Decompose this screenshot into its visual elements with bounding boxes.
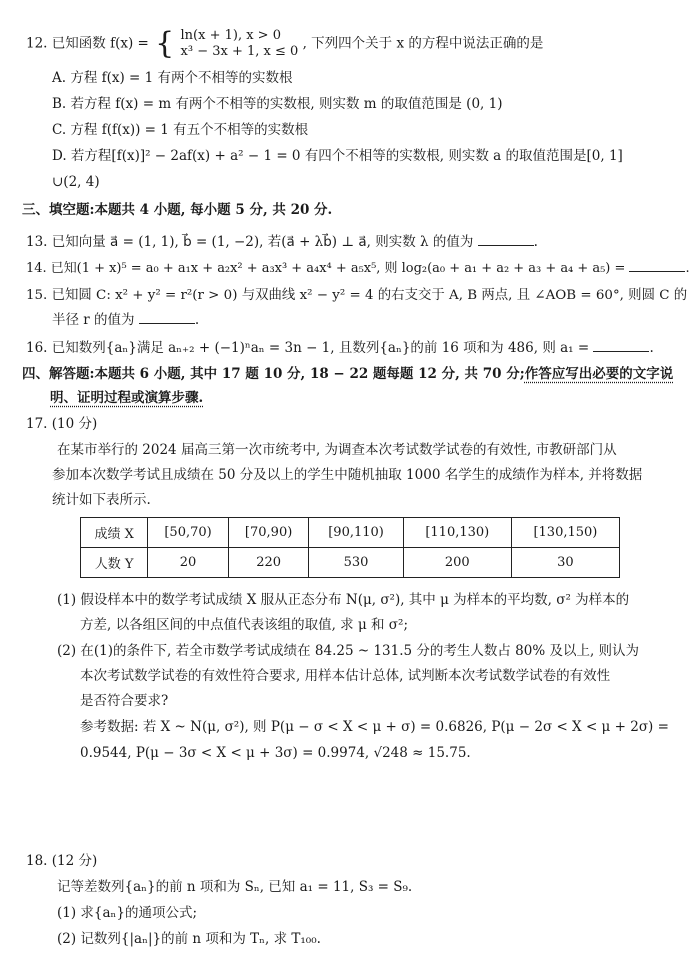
q18-header: 18. (12 分): [26, 853, 98, 869]
q15-line1: 15. 已知圆 C: x² + y² = r²(r > 0) 与双曲线 x² − y² = 4 的右支交于 A, B 两点, 且 ∠AOB = 60°, 则圆 C 的: [26, 288, 688, 303]
q17-para-line: 在某市举行的 2024 届高三第一次市统考中, 为调查本次考试数学试卷的有效性, 市教研部门从: [57, 442, 617, 458]
section4-heading-cont: [50, 388, 203, 408]
table-header-cell: 人数 Y: [81, 548, 148, 578]
q13-answer-blank: [478, 233, 534, 246]
table-row: [81, 548, 620, 578]
section3-heading: 三、填空题:本题共 4 小题, 每小题 5 分, 共 20 分.: [22, 202, 333, 218]
q15-line2: [52, 310, 199, 330]
q12-stem: [26, 28, 543, 60]
q17-part2-line: 是否符合要求?: [80, 693, 169, 709]
q16-answer-blank: [593, 339, 649, 352]
q15-end: .: [194, 312, 200, 328]
table-cell: [130,150): [511, 518, 619, 548]
piecewise-brace-icon: {: [155, 26, 175, 61]
table-cell: [70,90): [228, 518, 309, 548]
q13: [26, 232, 538, 252]
q13-text: 13. 已知向量 a⃗ = (1, 1), b⃗ = (1, −2), 若(a⃗ + λb⃗) ⊥ a⃗, 则实数 λ 的值为: [26, 234, 474, 250]
piecewise-case-1: ln(x + 1), x > 0: [180, 28, 281, 43]
section4-emphasis: 作答应写出必要的文字说: [524, 366, 674, 382]
q12-option-d: D. 若方程[f(x)]² − 2af(x) + a² − 1 = 0 有四个不相等的实数根, 则实数 a 的取值范围是[0, 1]: [52, 148, 623, 164]
q17-header: 17. (10 分): [26, 416, 98, 432]
q17-part1-line: (1) 假设样本中的数学考试成绩 X 服从正态分布 N(μ, σ²), 其中 μ 为样本的平均数, σ² 为样本的: [57, 592, 630, 608]
section4-heading: [22, 364, 673, 384]
q16: [26, 338, 654, 358]
q12-number: 12.: [26, 35, 48, 52]
piecewise-cases: [181, 28, 299, 60]
q12-option-c: C. 方程 f(f(x)) = 1 有五个不相等的实数根: [52, 122, 309, 138]
piecewise-case-2: x³ − 3x + 1, x ≤ 0: [180, 44, 299, 59]
q17-reference-line: 参考数据: 若 X ~ N(μ, σ²), 则 P(μ − σ < X < μ + σ) = 0.6826, P(μ − 2σ < X < μ + 2σ) =: [80, 719, 669, 735]
q15-line2-text: 半径 r 的值为: [52, 312, 135, 328]
q12-prefix: 已知函数 f(x) =: [51, 35, 149, 52]
table-cell: [50,70): [148, 518, 229, 548]
section4-main: 四、解答题:本题共 6 小题, 其中 17 题 10 分, 18 − 22 题每题 12 分, 共 70 分;: [22, 366, 525, 382]
q16-end: .: [649, 340, 654, 356]
q17-para-line: 参加本次数学考试且成绩在 50 分及以上的学生中随机抽取 1000 名学生的成绩作为样本, 并将数据: [52, 467, 643, 483]
table-cell: [110,130): [403, 518, 511, 548]
q17-part2-line: 本次考试数学试卷的有效性符合要求, 用样本估计总体, 试判断本次考试数学试卷的有效性: [80, 668, 611, 684]
q14-end: .: [685, 261, 690, 276]
table-header-cell: 成绩 X: [81, 518, 148, 548]
q18-line: (1) 求{aₙ}的通项公式;: [57, 905, 198, 921]
q14: [26, 259, 690, 279]
q12-option-a: A. 方程 f(x) = 1 有两个不相等的实数根: [52, 70, 293, 86]
q12-suffix: , 下列四个关于 x 的方程中说法正确的是: [302, 35, 544, 52]
q16-text: 16. 已知数列{aₙ}满足 aₙ₊₂ + (−1)ⁿaₙ = 3n − 1, 且数列{aₙ}的前 16 项和为 486, 则 a₁ =: [26, 340, 590, 356]
q17-reference-line: 0.9544, P(μ − 3σ < X < μ + 3σ) = 0.9974, √248 ≈ 15.75.: [80, 745, 471, 761]
q17-part2-line: (2) 在(1)的条件下, 若全市数学考试成绩在 84.25 ~ 131.5 分的考生人数占 80% 及以上, 则认为: [57, 643, 640, 659]
section4-emphasis-cont: 明、证明过程或演算步骤.: [50, 390, 204, 406]
q14-answer-blank: [629, 259, 685, 272]
table-cell: 200: [403, 548, 511, 578]
table-cell: 220: [228, 548, 309, 578]
q18-line: (2) 记数列{|aₙ|}的前 n 项和为 Tₙ, 求 T₁₀₀.: [57, 931, 321, 947]
table-cell: 530: [309, 548, 403, 578]
score-distribution-table: [80, 517, 620, 578]
q12-option-d-cont: ∪(2, 4): [52, 174, 100, 190]
q18-line: 记等差数列{aₙ}的前 n 项和为 Sₙ, 已知 a₁ = 11, S₃ = S₉.: [57, 879, 413, 895]
q17-part1-line: 方差, 以各组区间的中点值代表该组的取值, 求 μ 和 σ²;: [80, 617, 408, 633]
table-row: [81, 518, 620, 548]
q13-end: .: [533, 234, 538, 250]
table-cell: 30: [511, 548, 619, 578]
q14-text: 14. 已知(1 + x)⁵ = a₀ + a₁x + a₂x² + a₃x³ + a₄x⁴ + a₅x⁵, 则 log₂(a₀ + a₁ + a₂ + a₃ + a₄ + a₅) =: [26, 261, 626, 276]
table-cell: [90,110): [309, 518, 403, 548]
table-cell: 20: [148, 548, 229, 578]
q12-option-b: B. 若方程 f(x) = m 有两个不相等的实数根, 则实数 m 的取值范围是 (0, 1): [52, 96, 503, 112]
q17-para-line: 统计如下表所示.: [52, 492, 151, 508]
q15-answer-blank: [139, 311, 195, 324]
